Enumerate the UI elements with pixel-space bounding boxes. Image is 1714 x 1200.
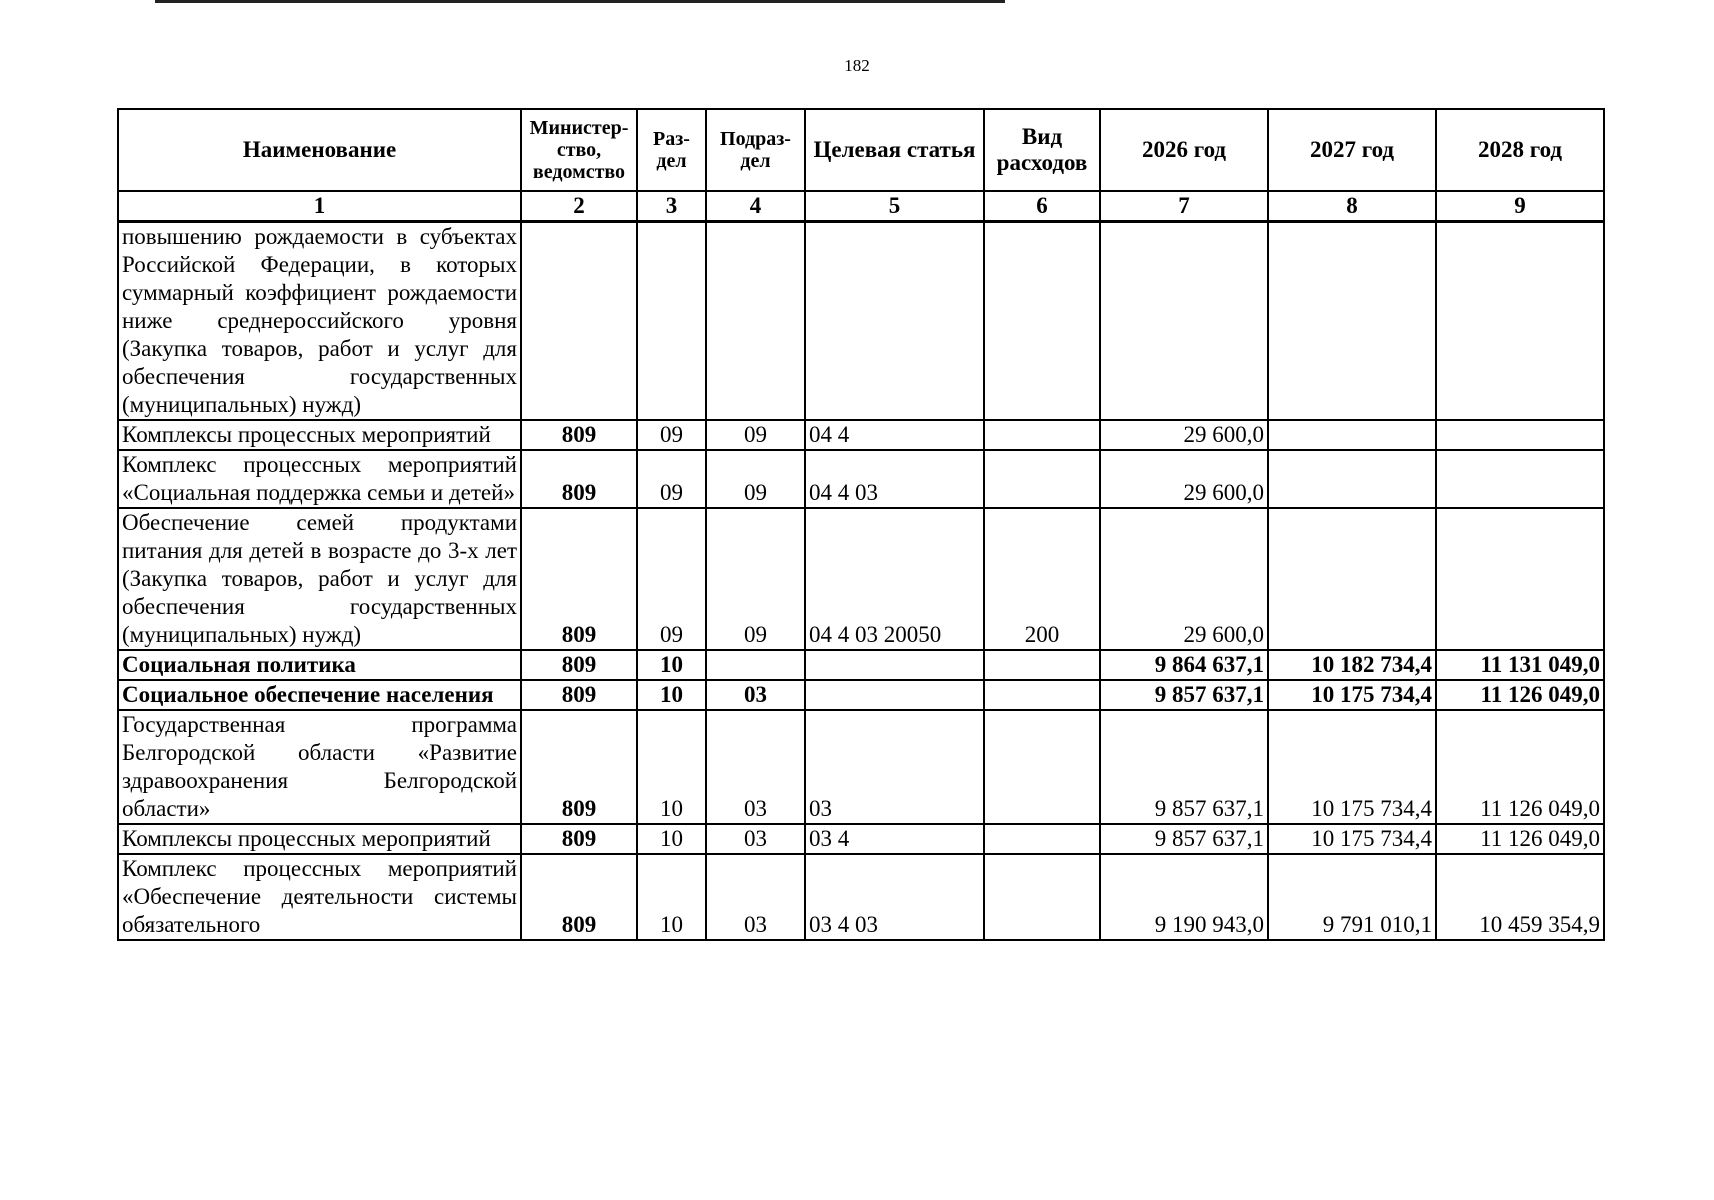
cell-expense-type: [984, 854, 1100, 940]
row-name: Комплексы процессных мероприятий: [118, 824, 521, 854]
table-row: [118, 824, 1604, 854]
cell-2026: 9 857 637,1: [1100, 824, 1268, 854]
cell-expense-type: [984, 450, 1100, 508]
cell-ministry: [521, 222, 637, 421]
cell-target-article: 03 4: [805, 824, 984, 854]
cell-section: 09: [637, 420, 706, 450]
cell-subsection: 09: [706, 508, 805, 650]
column-number: 6: [984, 191, 1100, 222]
cell-ministry: 809: [521, 854, 637, 940]
column-number: 4: [706, 191, 805, 222]
column-number: 5: [805, 191, 984, 222]
cell-ministry: 809: [521, 450, 637, 508]
cell-section: 10: [637, 824, 706, 854]
table-row: [118, 710, 1604, 824]
cell-2026: 29 600,0: [1100, 420, 1268, 450]
cell-target-article: [805, 222, 984, 421]
header-subsection: Подраз-дел: [706, 109, 805, 191]
table-row: [118, 650, 1604, 680]
header-target-article: Целевая статья: [805, 109, 984, 191]
cell-section: 10: [637, 680, 706, 710]
cell-2026: 9 857 637,1: [1100, 680, 1268, 710]
cell-ministry: 809: [521, 680, 637, 710]
cell-2028: 11 126 049,0: [1436, 824, 1604, 854]
cell-2027: 10 175 734,4: [1268, 710, 1436, 824]
cell-2028: 11 126 049,0: [1436, 680, 1604, 710]
cell-subsection: 03: [706, 710, 805, 824]
cell-subsection: [706, 222, 805, 421]
page-number: 182: [844, 56, 870, 75]
cell-expense-type: [984, 650, 1100, 680]
column-number: 9: [1436, 191, 1604, 222]
cell-ministry: 809: [521, 824, 637, 854]
cell-2026: [1100, 222, 1268, 421]
cell-target-article: 03: [805, 710, 984, 824]
cell-subsection: 03: [706, 824, 805, 854]
cell-subsection: 09: [706, 420, 805, 450]
cell-section: 10: [637, 854, 706, 940]
cell-2026: 9 864 637,1: [1100, 650, 1268, 680]
column-number: 8: [1268, 191, 1436, 222]
cell-2027: [1268, 420, 1436, 450]
row-name: Государственная программа Белгородской области «Развитие здравоохранения Белгородской области»: [118, 710, 521, 824]
row-name: Социальная политика: [118, 650, 521, 680]
cell-target-article: 04 4 03: [805, 450, 984, 508]
cell-2027: 9 791 010,1: [1268, 854, 1436, 940]
row-name: Социальное обеспечение населения: [118, 680, 521, 710]
cell-ministry: 809: [521, 650, 637, 680]
table-row: [118, 680, 1604, 710]
row-name: Комплекс процессных мероприятий «Обеспечение деятельности системы обязательного: [118, 854, 521, 940]
header-name: Наименование: [118, 109, 521, 191]
header-ministry: Министер-ство, ведомство: [521, 109, 637, 191]
cell-2028: 11 126 049,0: [1436, 710, 1604, 824]
cell-expense-type: [984, 824, 1100, 854]
header-expense-type: Вид расходов: [984, 109, 1100, 191]
cell-2026: 29 600,0: [1100, 508, 1268, 650]
column-number: 7: [1100, 191, 1268, 222]
cell-section: 09: [637, 508, 706, 650]
cell-2027: [1268, 450, 1436, 508]
cell-section: 10: [637, 710, 706, 824]
cell-2028: [1436, 222, 1604, 421]
cell-2028: [1436, 420, 1604, 450]
cell-2026: 9 190 943,0: [1100, 854, 1268, 940]
cell-2027: [1268, 508, 1436, 650]
table-row: [118, 222, 1604, 421]
cell-section: [637, 222, 706, 421]
cell-subsection: [706, 650, 805, 680]
table-row: [118, 508, 1604, 650]
cell-target-article: [805, 650, 984, 680]
header-section: Раз-дел: [637, 109, 706, 191]
cell-2027: 10 175 734,4: [1268, 680, 1436, 710]
cell-expense-type: [984, 710, 1100, 824]
table-row: [118, 450, 1604, 508]
cell-expense-type: [984, 420, 1100, 450]
top-rule: [155, 0, 1005, 3]
column-number: 2: [521, 191, 637, 222]
row-name: повышению рождаемости в субъектах Российской Федерации, в которых суммарный коэффициент рождаемости ниже среднероссийского уровня (Закупка товаров, работ и услуг для обеспечения государственных (муниципальных) нужд): [118, 222, 521, 421]
row-name: Обеспечение семей продуктами питания для детей в возрасте до 3-х лет (Закупка товаров, работ и услуг для обеспечения государственных (муниципальных) нужд): [118, 508, 521, 650]
cell-2027: 10 175 734,4: [1268, 824, 1436, 854]
cell-expense-type: [984, 680, 1100, 710]
cell-section: 09: [637, 450, 706, 508]
header-row: [118, 109, 1604, 191]
cell-2028: 10 459 354,9: [1436, 854, 1604, 940]
column-number: 1: [118, 191, 521, 222]
budget-table: [117, 108, 1605, 941]
table-row: [118, 420, 1604, 450]
cell-2028: [1436, 508, 1604, 650]
cell-target-article: 04 4: [805, 420, 984, 450]
cell-2028: 11 131 049,0: [1436, 650, 1604, 680]
cell-2027: 10 182 734,4: [1268, 650, 1436, 680]
cell-2027: [1268, 222, 1436, 421]
cell-2028: [1436, 450, 1604, 508]
header-year-2027: 2027 год: [1268, 109, 1436, 191]
cell-target-article: [805, 680, 984, 710]
cell-ministry: 809: [521, 710, 637, 824]
cell-2026: 9 857 637,1: [1100, 710, 1268, 824]
cell-subsection: 09: [706, 450, 805, 508]
header-year-2028: 2028 год: [1436, 109, 1604, 191]
cell-subsection: 03: [706, 854, 805, 940]
row-name: Комплекс процессных мероприятий «Социальная поддержка семьи и детей»: [118, 450, 521, 508]
column-number-row: [118, 191, 1604, 222]
cell-subsection: 03: [706, 680, 805, 710]
table-row: [118, 854, 1604, 940]
cell-2026: 29 600,0: [1100, 450, 1268, 508]
row-name: Комплексы процессных мероприятий: [118, 420, 521, 450]
column-number: 3: [637, 191, 706, 222]
cell-expense-type: 200: [984, 508, 1100, 650]
cell-section: 10: [637, 650, 706, 680]
header-year-2026: 2026 год: [1100, 109, 1268, 191]
cell-expense-type: [984, 222, 1100, 421]
cell-ministry: 809: [521, 508, 637, 650]
cell-target-article: 04 4 03 20050: [805, 508, 984, 650]
cell-ministry: 809: [521, 420, 637, 450]
cell-target-article: 03 4 03: [805, 854, 984, 940]
